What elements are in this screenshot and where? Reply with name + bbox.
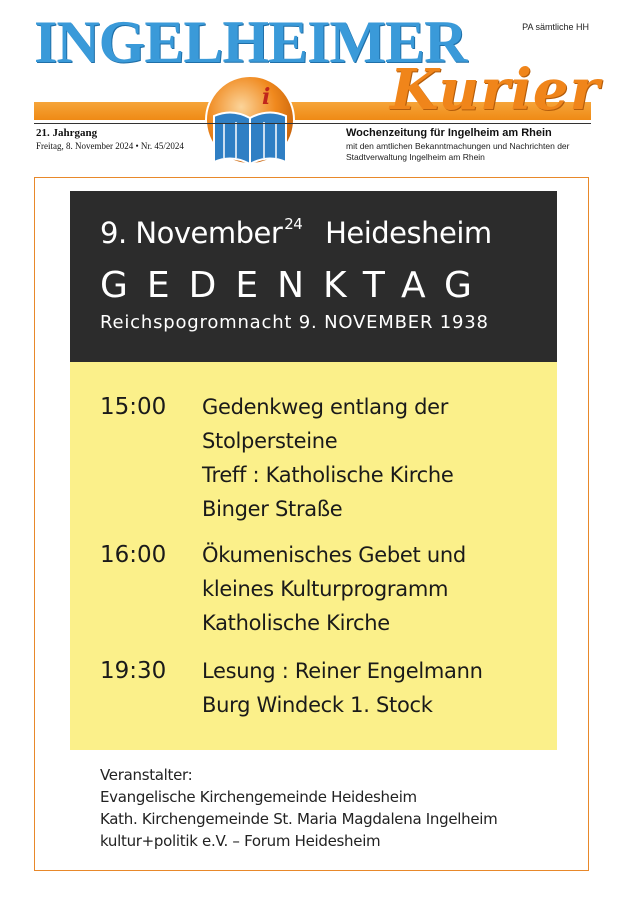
event-line: kleines Kulturprogramm: [202, 577, 449, 601]
event-schedule: [70, 362, 557, 750]
issue-date: Freitag, 8. November 2024 • Nr. 45/2024: [36, 141, 184, 151]
event-line: Ökumenisches Gebet und: [202, 543, 466, 567]
distribution-note: PA sämtliche HH: [522, 22, 589, 32]
subtitle-line-2: Stadtverwaltung Ingelheim am Rhein: [346, 152, 485, 162]
issue-info: [36, 127, 184, 151]
poster-date-line: [100, 215, 492, 250]
event-line: Lesung : Reiner Engelmann: [202, 659, 483, 683]
organizer-line: Evangelische Kirchengemeinde Heidesheim: [100, 788, 417, 806]
organizer-label: Veranstalter:: [100, 766, 193, 784]
event-line: Burg Windeck 1. Stock: [202, 693, 433, 717]
masthead-title: INGELHEIMER: [34, 9, 467, 75]
masthead-script-title: Kurier: [390, 57, 601, 123]
organizer-line: Kath. Kirchengemeinde St. Maria Magdalena Ingelheim: [100, 810, 498, 828]
event-line: Gedenkweg entlang der: [202, 395, 449, 419]
organizer-block: [100, 764, 497, 852]
subtitle-line-1: mit den amtlichen Bekanntmachungen und Nachrichten der: [346, 141, 570, 151]
masthead: [0, 0, 625, 190]
event-time: 19:30: [100, 658, 167, 684]
poster-date: 9. November: [100, 216, 283, 250]
event-time: 15:00: [100, 394, 167, 420]
event-description: [202, 654, 483, 722]
event-time: 16:00: [100, 542, 167, 568]
volume-label: 21. Jahrgang: [36, 127, 98, 139]
organizer-line: kultur+politik e.V. – Forum Heidesheim: [100, 832, 381, 850]
tagline: Wochenzeitung für Ingelheim am Rhein: [346, 127, 552, 139]
logo-letter: i: [262, 84, 271, 110]
poster-place: Heidesheim: [325, 216, 492, 250]
poster-heading: GEDENKTAG: [100, 265, 491, 306]
poster-header: [70, 191, 557, 362]
masthead-rule: [34, 123, 591, 124]
publication-info: [346, 127, 596, 163]
event-line: Katholische Kirche: [202, 611, 390, 635]
event-line: Stolpersteine: [202, 429, 338, 453]
event-line: Binger Straße: [202, 497, 343, 521]
book-logo-icon: [200, 72, 300, 182]
poster-year-superscript: 24: [284, 215, 303, 233]
event-line: Treff : Katholische Kirche: [202, 463, 454, 487]
event-description: [202, 538, 466, 640]
event-description: [202, 390, 454, 526]
poster-subheading: Reichspogromnacht 9. NOVEMBER 1938: [100, 312, 489, 333]
